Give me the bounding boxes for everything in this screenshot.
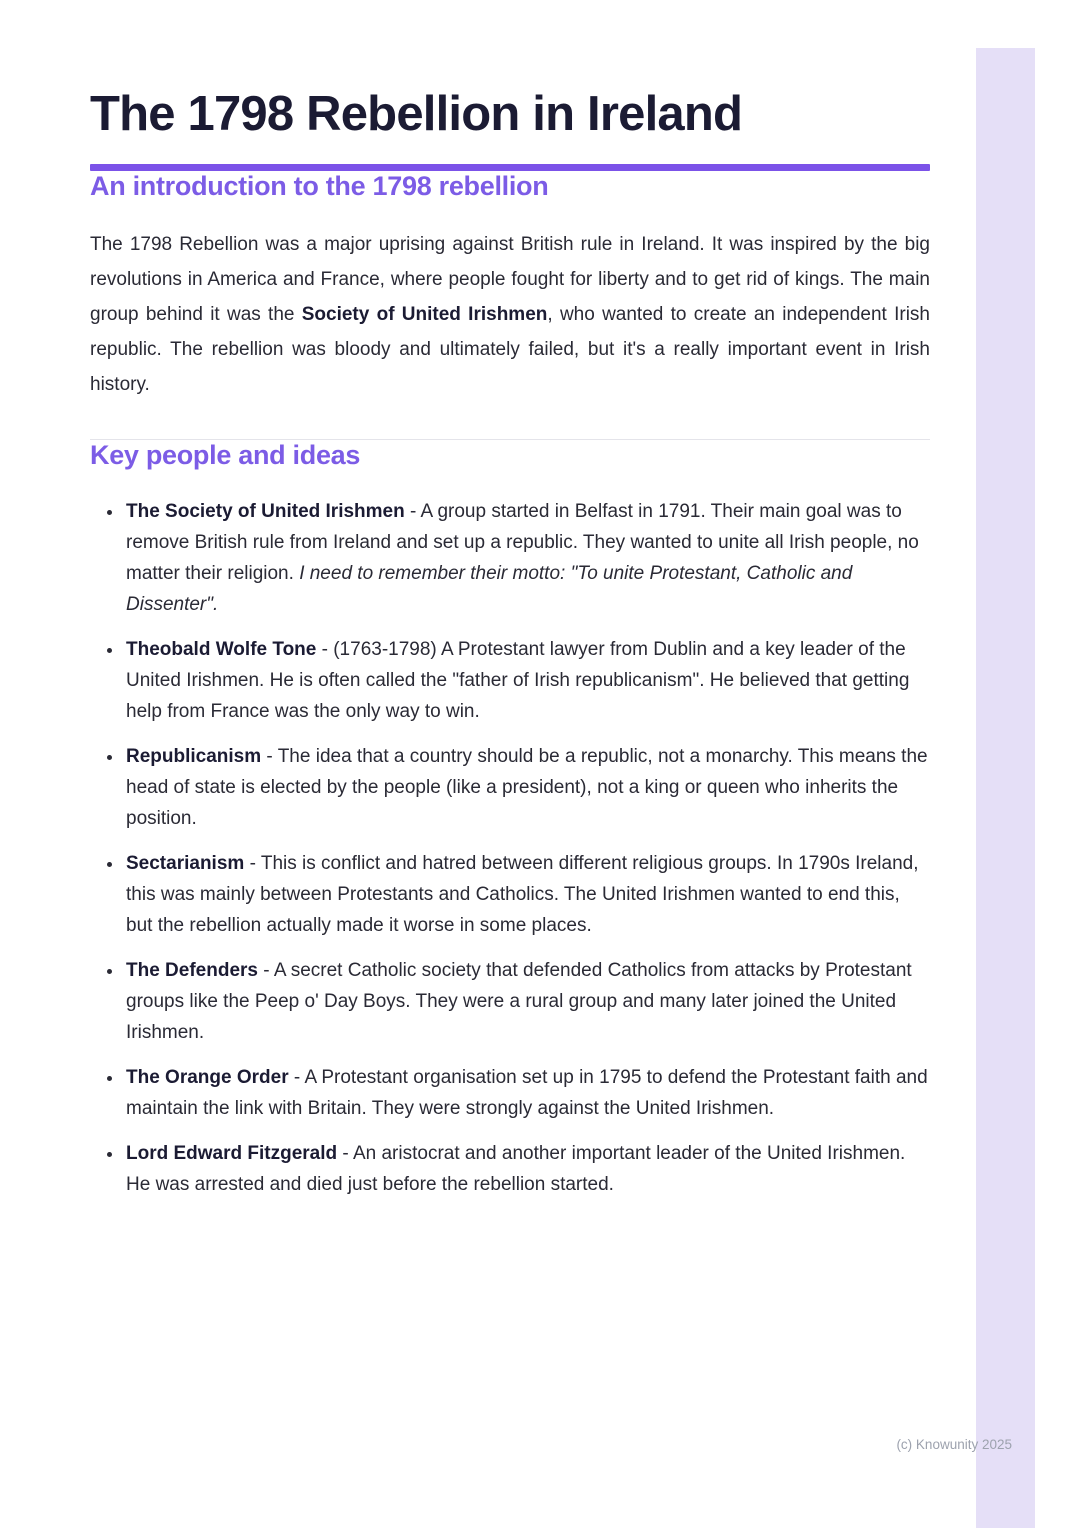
list-item-text: - (1763-1798) A Protestant lawyer from Dublin and a key leader of the United Irishmen. He is often called the "father of Irish republicanism". He believed that getting help from France was the only way to win. — [126, 639, 910, 723]
right-accent-strip — [976, 48, 1035, 1528]
title-underline — [90, 164, 930, 171]
intro-paragraph — [90, 227, 930, 402]
list-item-society-united-irishmen — [124, 496, 930, 620]
list-item-term: Theobald Wolfe Tone — [126, 639, 317, 661]
list-item-term: The Defenders — [126, 960, 258, 982]
intro-text-2: , who wanted to create an independent Irish republic. The rebellion was bloody and ultimately failed, but it's a really important event in Irish history. — [90, 304, 931, 396]
list-item-term: Republicanism — [126, 746, 262, 768]
list-item-term: Lord Edward Fitzgerald — [126, 1143, 338, 1165]
list-item-wolfe-tone — [124, 634, 930, 727]
list-item-text: - The idea that a country should be a republic, not a monarchy. This means the head of state is elected by the people (like a president), not a king or queen who inherits the position. — [126, 746, 928, 830]
list-item-term: The Society of United Irishmen — [126, 501, 405, 523]
page-title: The 1798 Rebellion in Ireland — [90, 87, 743, 141]
list-item-text: - A group started in Belfast in 1791. Their main goal was to remove British rule from Ireland and set up a republic. They wanted to unite all Irish people, no matter their religion. — [126, 501, 919, 585]
list-item-term: Sectarianism — [126, 853, 245, 875]
key-people-list — [90, 496, 930, 1200]
section-heading-key-people: Key people and ideas — [90, 440, 361, 471]
list-item-text: - A secret Catholic society that defended Catholics from attacks by Protestant groups like the Peep o' Day Boys. They were a rural group and many later joined the United Irishmen. — [126, 960, 912, 1044]
list-item-text: - A Protestant organisation set up in 1795 to defend the Protestant faith and maintain the link with Britain. They were strongly against the United Irishmen. — [126, 1067, 928, 1120]
document-content — [90, 86, 930, 1214]
list-item-text: - An aristocrat and another important leader of the United Irishmen. He was arrested and died just before the rebellion started. — [126, 1143, 906, 1196]
list-item-sectarianism — [124, 848, 930, 941]
list-item-orange-order — [124, 1062, 930, 1124]
list-item-text: - This is conflict and hatred between different religious groups. In 1790s Ireland, this was mainly between Protestants and Catholics. The United Irishmen wanted to end this, but the rebellion actually made it worse in some places. — [126, 853, 919, 937]
section-heading-introduction: An introduction to the 1798 rebellion — [90, 171, 549, 202]
list-item-term: The Orange Order — [126, 1067, 289, 1089]
copyright-footer: (c) Knowunity 2025 — [896, 1437, 1012, 1452]
list-item-defenders — [124, 955, 930, 1048]
intro-text-1: The 1798 Rebellion was a major uprising against British rule in Ireland. It was inspired by the big revolutions in America and France, where people fought for liberty and to get rid of kings. The main group behind it was the — [90, 234, 930, 326]
list-item-fitzgerald — [124, 1138, 930, 1200]
list-item-republicanism — [124, 741, 930, 834]
list-item-note-italic: I need to remember their motto: "To unite Protestant, Catholic and Dissenter". — [126, 563, 853, 616]
intro-bold-term: Society of United Irishmen — [301, 304, 548, 326]
